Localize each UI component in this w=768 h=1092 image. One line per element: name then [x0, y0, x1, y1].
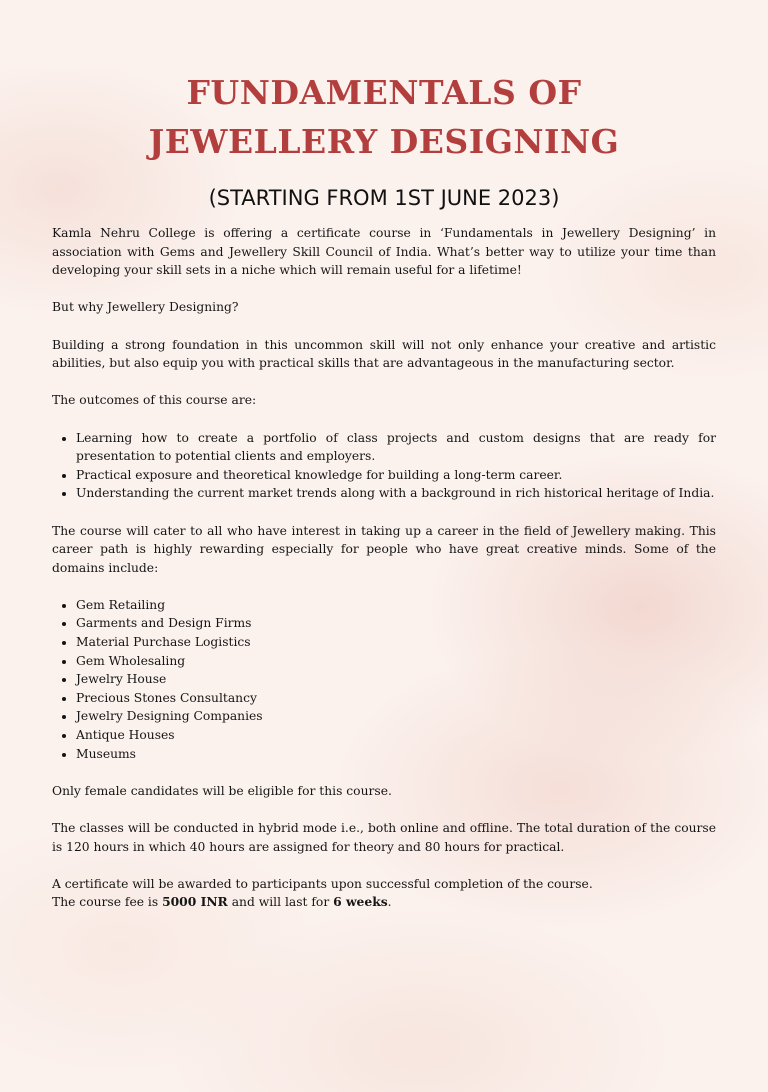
fee-middle: and will last for: [227, 895, 334, 910]
certificate-text: A certificate will be awarded to participants upon successful completion of the course.: [52, 876, 593, 891]
outcomes-heading: The outcomes of this course are:: [52, 393, 257, 408]
start-date-subtitle: (STARTING FROM 1ST JUNE 2023): [208, 186, 560, 210]
title-line-2: JEWELLERY DESIGNING: [148, 122, 620, 161]
domain-item: • Jewelry House: [76, 670, 716, 689]
domain-item: • Museums: [76, 745, 716, 764]
page-title: [52, 68, 716, 166]
domain-item: • Gem Wholesaling: [76, 652, 716, 671]
domain-item: • Precious Stones Consultancy: [76, 689, 716, 708]
outcome-item: • Learning how to create a portfolio of class projects and custom designs that are ready for presentation to potential clients and employers.: [76, 429, 716, 466]
domain-item: • Antique Houses: [76, 726, 716, 745]
outcomes-list: [52, 429, 716, 503]
outcome-item: • Understanding the current market trends along with a background in rich historical heritage of India.: [76, 484, 716, 503]
intro-paragraph: Kamla Nehru College is offering a certificate course in ‘Fundamentals in Jewellery Designing’ in association with Gems and Jewellery Skill Council of India. What’s better way to utilize your time than developing your skill sets in a niche which will remain useful for a lifetime!: [52, 226, 716, 278]
course-duration: 6 weeks: [333, 894, 388, 910]
career-paragraph: The course will cater to all who have interest in taking up a career in the field of Jewellery making. This career path is highly rewarding especially for people who have great creative minds. Some of the domains include:: [52, 523, 716, 575]
mode-paragraph: The classes will be conducted in hybrid mode i.e., both online and offline. The total duration of the course is 120 hours in which 40 hours are assigned for theory and 80 hours for practical.: [52, 821, 716, 854]
flyer-page: [0, 68, 768, 912]
fee-suffix: .: [387, 895, 392, 910]
domain-item: • Jewelry Designing Companies: [76, 707, 716, 726]
why-paragraph: Building a strong foundation in this uncommon skill will not only enhance your creative and artistic abilities, but also equip you with practical skills that are advantageous in the manufacturing sector.: [52, 337, 716, 371]
domain-item: • Material Purchase Logistics: [76, 633, 716, 652]
eligibility-paragraph: Only female candidates will be eligible for this course.: [52, 783, 392, 798]
course-description: [52, 224, 716, 912]
fee-prefix: The course fee is: [52, 895, 163, 910]
outcome-item: • Practical exposure and theoretical knowledge for building a long-term career.: [76, 466, 716, 485]
domain-item: • Gem Retailing: [76, 596, 716, 615]
domains-list: [52, 596, 716, 763]
certificate-fee-paragraph: [52, 875, 716, 912]
why-heading: But why Jewellery Designing?: [52, 300, 239, 315]
domain-item: • Garments and Design Firms: [76, 614, 716, 633]
fee-amount: 5000 INR: [162, 894, 228, 910]
title-line-1: FUNDAMENTALS OF: [186, 73, 582, 112]
